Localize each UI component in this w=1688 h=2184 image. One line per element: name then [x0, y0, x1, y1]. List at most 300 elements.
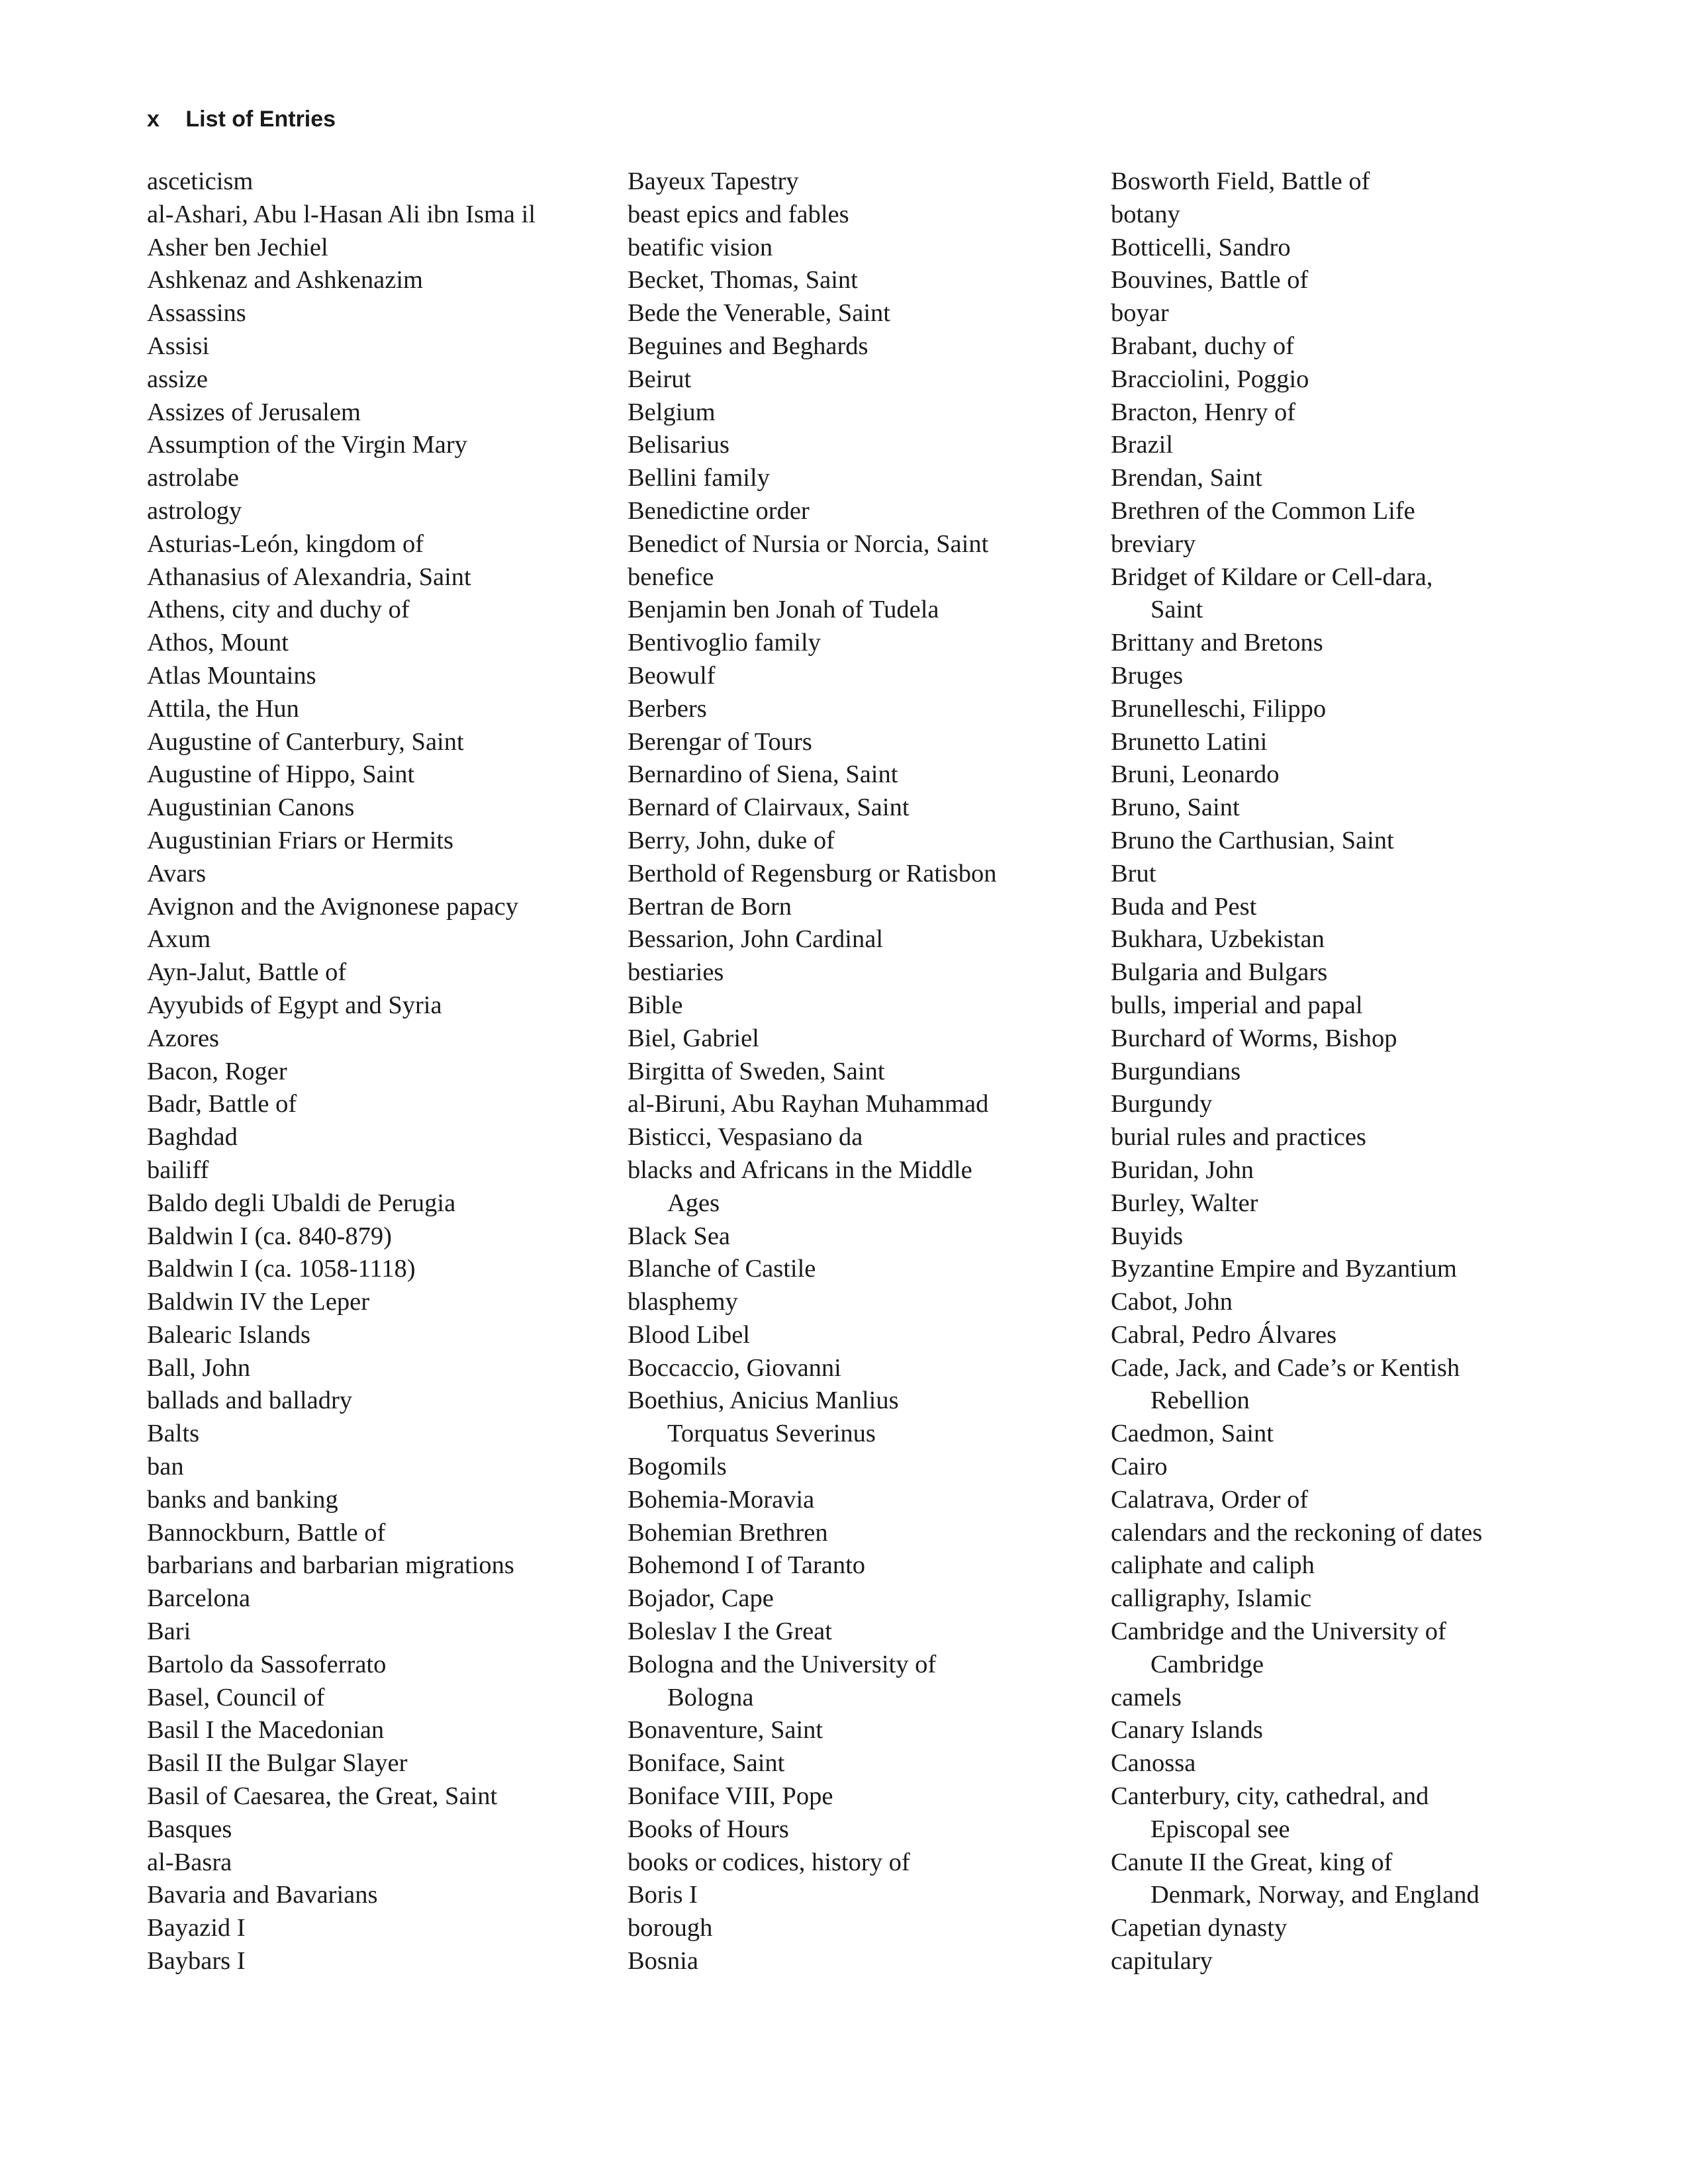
entry-text: Cairo — [1111, 1453, 1168, 1481]
entry — [147, 1319, 624, 1352]
entry-text: Cabral, Pedro Álvares — [1111, 1320, 1337, 1349]
entry — [1111, 1714, 1587, 1747]
entry-text: Asturias-León, kingdom of — [147, 529, 424, 558]
entry — [1111, 363, 1587, 396]
entry — [628, 858, 1104, 891]
entry — [147, 1549, 624, 1582]
entry-text: Buda and Pest — [1111, 892, 1257, 921]
entry — [147, 1451, 624, 1484]
entry-text: Burgundians — [1111, 1057, 1241, 1085]
entry-text: Bridget of Kildare or Cell-dara, — [1111, 563, 1433, 591]
entry-text: Calatrava, Order of — [1111, 1485, 1309, 1514]
entry — [628, 1484, 1104, 1517]
entry — [147, 1286, 624, 1319]
entry — [628, 923, 1104, 956]
entry-continuation: Saint — [1150, 596, 1203, 624]
entry-text: books or codices, history of — [628, 1848, 910, 1876]
entry-text: Bracciolini, Poggio — [1111, 365, 1309, 393]
entry — [1111, 297, 1587, 330]
entry-text: Basil I the Macedonian — [147, 1716, 385, 1745]
entry-text: Bernardino of Siena, Saint — [628, 760, 898, 789]
entry-text: Baghdad — [147, 1123, 238, 1152]
entry — [147, 1714, 624, 1747]
entry — [1111, 264, 1587, 297]
entry-text: bulls, imperial and papal — [1111, 991, 1363, 1019]
entry-text: blasphemy — [628, 1288, 738, 1316]
entry — [1111, 1023, 1587, 1056]
entry-text: Badr, Battle of — [147, 1090, 297, 1118]
entry-text: Barcelona — [147, 1584, 251, 1613]
entry-text: Attila, the Hun — [147, 694, 299, 723]
entry — [628, 1780, 1104, 1813]
entry-text: Baldwin IV the Leper — [147, 1288, 370, 1316]
entry-text: Benedictine order — [628, 496, 810, 525]
entry — [147, 627, 624, 660]
entry — [147, 923, 624, 956]
entry-text: Bohemia-Moravia — [628, 1485, 815, 1514]
entry-continuation: Denmark, Norway, and England — [1150, 1881, 1479, 1909]
entry — [1111, 989, 1587, 1023]
entry-text: Canossa — [1111, 1749, 1196, 1778]
entry — [147, 1187, 624, 1220]
entry — [1111, 726, 1587, 759]
entry-text: bailiff — [147, 1156, 209, 1184]
entry-text: astrolabe — [147, 464, 239, 492]
entry-text: Baldo degli Ubaldi de Perugia — [147, 1189, 456, 1217]
entry — [1111, 1220, 1587, 1253]
entry — [628, 1912, 1104, 1945]
entry — [147, 1615, 624, 1649]
entry — [628, 1517, 1104, 1550]
entry — [628, 396, 1104, 430]
entry-text: Bertran de Born — [628, 892, 792, 921]
entry — [147, 825, 624, 858]
entry-text: assize — [147, 365, 208, 393]
entry-text: Assizes of Jerusalem — [147, 398, 361, 426]
entry-text: Bayeux Tapestry — [628, 167, 799, 195]
entry-text: Assisi — [147, 332, 210, 360]
entry-text: Baybars I — [147, 1947, 246, 1976]
entry-text: Burley, Walter — [1111, 1189, 1258, 1217]
entry — [147, 199, 624, 232]
entry-text: al-Biruni, Abu Rayhan Muhammad — [628, 1090, 989, 1118]
entry — [628, 1319, 1104, 1352]
entry-text: bestiaries — [628, 958, 724, 987]
entry-text: astrology — [147, 496, 242, 525]
entry-text: Birgitta of Sweden, Saint — [628, 1057, 885, 1085]
entry — [147, 1484, 624, 1517]
entry-text: Augustine of Hippo, Saint — [147, 760, 415, 789]
entry — [147, 1220, 624, 1253]
entry — [628, 627, 1104, 660]
entry — [1111, 528, 1587, 561]
entry — [147, 1385, 624, 1418]
entry — [147, 594, 624, 627]
entry — [1111, 1418, 1587, 1451]
entry-text: Axum — [147, 925, 211, 954]
entry — [1111, 1121, 1587, 1154]
entry-text: Boniface, Saint — [628, 1749, 785, 1778]
entry-text: Beirut — [628, 365, 692, 393]
entry — [147, 1517, 624, 1550]
entry-text: Basel, Council of — [147, 1683, 325, 1711]
entry — [628, 264, 1104, 297]
entry-text: Athanasius of Alexandria, Saint — [147, 563, 471, 591]
entry — [628, 758, 1104, 792]
entry-text: asceticism — [147, 167, 254, 195]
entry-text: Basil of Caesarea, the Great, Saint — [147, 1782, 498, 1811]
entry — [1111, 1747, 1587, 1780]
entry — [628, 528, 1104, 561]
entry — [628, 1747, 1104, 1780]
entry-text: Balearic Islands — [147, 1320, 310, 1349]
entry — [147, 1813, 624, 1846]
entry-text: Avignon and the Avignonese papacy — [147, 892, 518, 921]
entry-text: Ayn-Jalut, Battle of — [147, 958, 347, 987]
entry-text: capitulary — [1111, 1947, 1213, 1976]
entry — [1111, 1451, 1587, 1484]
entry — [1111, 1088, 1587, 1121]
entry-text: Asher ben Jechiel — [147, 233, 328, 261]
entry-text: barbarians and barbarian migrations — [147, 1551, 514, 1580]
entry — [628, 462, 1104, 495]
entry — [1111, 165, 1587, 199]
entry — [1111, 330, 1587, 363]
entry — [1111, 825, 1587, 858]
entry-text: Bruges — [1111, 661, 1184, 690]
entry — [147, 1945, 624, 1978]
entry — [628, 199, 1104, 232]
entry — [628, 1220, 1104, 1253]
entry — [628, 989, 1104, 1023]
entry-text: Azores — [147, 1024, 220, 1052]
entry-text: Bohemond I of Taranto — [628, 1551, 866, 1580]
entry — [628, 1056, 1104, 1089]
entry — [147, 792, 624, 825]
entry — [147, 1879, 624, 1912]
entry — [1111, 1682, 1587, 1715]
entry — [147, 1582, 624, 1615]
entry — [147, 989, 624, 1023]
entry — [628, 594, 1104, 627]
entry — [1111, 792, 1587, 825]
entry — [628, 956, 1104, 989]
entry-text: Byzantine Empire and Byzantium — [1111, 1255, 1457, 1283]
entry — [147, 858, 624, 891]
entry-text: Bruno the Carthusian, Saint — [1111, 826, 1394, 854]
page-folio: x — [147, 107, 160, 132]
entry-text: Bentivoglio family — [628, 629, 821, 657]
entry — [1111, 956, 1587, 989]
entry — [628, 1286, 1104, 1319]
entry-text: Berthold of Regensburg or Ratisbon — [628, 859, 997, 887]
entry-text: Caedmon, Saint — [1111, 1420, 1274, 1448]
entry-text: camels — [1111, 1683, 1182, 1711]
entries-column-3 — [1111, 165, 1587, 1978]
entry — [628, 1714, 1104, 1747]
entry-continuation: Episcopal see — [1150, 1815, 1290, 1843]
entry — [147, 1352, 624, 1385]
entry-text: ballads and balladry — [147, 1387, 353, 1415]
entry — [1111, 1615, 1587, 1682]
entry — [628, 1451, 1104, 1484]
entry — [628, 726, 1104, 759]
entry-text: Berengar of Tours — [628, 727, 812, 756]
entry — [147, 1912, 624, 1945]
entry — [147, 1649, 624, 1682]
entry-text: Bayazid I — [147, 1914, 246, 1942]
entry-text: Beowulf — [628, 661, 716, 690]
entry-text: Bracton, Henry of — [1111, 398, 1296, 426]
entry-text: Biel, Gabriel — [628, 1024, 759, 1052]
entry-text: Benedict of Nursia or Norcia, Saint — [628, 529, 989, 558]
entry — [628, 1582, 1104, 1615]
entry-text: Burchard of Worms, Bishop — [1111, 1024, 1397, 1052]
entry-text: Brendan, Saint — [1111, 464, 1262, 492]
entry — [1111, 1352, 1587, 1418]
entry — [1111, 693, 1587, 726]
entry-text: banks and banking — [147, 1485, 338, 1514]
entry — [1111, 396, 1587, 430]
entry-text: Brunelleschi, Filippo — [1111, 694, 1327, 723]
entry — [1111, 561, 1587, 627]
entry-text: Bisticci, Vespasiano da — [628, 1123, 863, 1152]
entry-text: beatific vision — [628, 233, 773, 261]
entry-text: ban — [147, 1453, 184, 1481]
entry — [628, 1649, 1104, 1715]
entry-text: Bannockburn, Battle of — [147, 1518, 386, 1547]
entry — [147, 726, 624, 759]
entry — [1111, 1780, 1587, 1846]
entry-text: Bellini family — [628, 464, 770, 492]
entry-text: Augustinian Canons — [147, 794, 355, 822]
entry-text: Brunetto Latini — [1111, 727, 1268, 756]
entry — [628, 232, 1104, 265]
entry — [147, 1780, 624, 1813]
entry — [147, 1154, 624, 1187]
entry-text: Brazil — [1111, 431, 1174, 459]
entry-text: Bologna and the University of — [628, 1650, 937, 1678]
entry — [1111, 1154, 1587, 1187]
entries-column-2 — [628, 165, 1104, 1978]
entry-text: Black Sea — [628, 1222, 731, 1250]
entry — [147, 1056, 624, 1089]
entry — [628, 1846, 1104, 1880]
entry — [628, 495, 1104, 528]
entry-text: Brethren of the Common Life — [1111, 496, 1415, 525]
entry-text: Buridan, John — [1111, 1156, 1254, 1184]
entry — [628, 165, 1104, 199]
entry-text: Bohemian Brethren — [628, 1518, 828, 1547]
entry — [1111, 232, 1587, 265]
entry — [1111, 462, 1587, 495]
entry — [147, 891, 624, 924]
entry-text: Blood Libel — [628, 1320, 750, 1349]
entry-text: benefice — [628, 563, 714, 591]
entry — [628, 363, 1104, 396]
entry-text: Athens, city and duchy of — [147, 596, 410, 624]
entry — [1111, 1846, 1587, 1913]
entry — [628, 660, 1104, 693]
entry — [628, 891, 1104, 924]
entry — [147, 1418, 624, 1451]
entry-text: calendars and the reckoning of dates — [1111, 1518, 1483, 1547]
entry — [147, 660, 624, 693]
entry — [628, 1945, 1104, 1978]
entry — [628, 1023, 1104, 1056]
entry-text: Canary Islands — [1111, 1716, 1263, 1745]
entry — [147, 462, 624, 495]
entry — [147, 758, 624, 792]
entry-text: Boccaccio, Giovanni — [628, 1353, 841, 1382]
entry-text: Baldwin I (ca. 840-879) — [147, 1222, 392, 1250]
entry-text: Benjamin ben Jonah of Tudela — [628, 596, 939, 624]
entry — [628, 330, 1104, 363]
entry-text: al-Ashari, Abu l-Hasan Ali ibn Isma il — [147, 200, 536, 228]
entry-text: botany — [1111, 200, 1180, 228]
entry — [1111, 758, 1587, 792]
entry-text: Blanche of Castile — [628, 1255, 816, 1283]
entry — [1111, 858, 1587, 891]
entry — [1111, 1253, 1587, 1286]
entry-text: Ball, John — [147, 1353, 251, 1382]
entry-text: Canute II the Great, king of — [1111, 1848, 1393, 1876]
entry-text: Bosworth Field, Battle of — [1111, 167, 1370, 195]
entry — [147, 232, 624, 265]
entry-text: calligraphy, Islamic — [1111, 1584, 1312, 1613]
entry — [1111, 1912, 1587, 1945]
entry-text: breviary — [1111, 529, 1196, 558]
entry-text: Bartolo da Sassoferrato — [147, 1650, 387, 1678]
entry — [1111, 1187, 1587, 1220]
entry-continuation: Bologna — [667, 1683, 754, 1711]
entry-text: Buyids — [1111, 1222, 1184, 1250]
entry — [628, 429, 1104, 462]
entry-text: Athos, Mount — [147, 629, 289, 657]
entry-text: Boniface VIII, Pope — [628, 1782, 833, 1811]
entry-text: Beguines and Beghards — [628, 332, 868, 360]
entry-text: Atlas Mountains — [147, 661, 316, 690]
entry-text: boyar — [1111, 299, 1169, 328]
entry-text: Berry, John, duke of — [628, 826, 835, 854]
entry-text: Belgium — [628, 398, 716, 426]
entry — [1111, 1945, 1587, 1978]
entry-text: Bulgaria and Bulgars — [1111, 958, 1328, 987]
entry-text: blacks and Africans in the Middle — [628, 1156, 972, 1184]
entry-text: burial rules and practices — [1111, 1123, 1366, 1152]
entry — [628, 1385, 1104, 1451]
entry-text: beast epics and fables — [628, 200, 849, 228]
entry-text: Bari — [147, 1617, 191, 1646]
entry-text: Bible — [628, 991, 683, 1019]
entry-text: Cade, Jack, and Cade’s or Kentish — [1111, 1353, 1460, 1382]
entry-text: Bacon, Roger — [147, 1057, 287, 1085]
entry — [1111, 1549, 1587, 1582]
entry — [1111, 1517, 1587, 1550]
entry — [147, 1253, 624, 1286]
entry — [147, 1846, 624, 1880]
entry-text: Ashkenaz and Ashkenazim — [147, 266, 423, 295]
entry — [1111, 429, 1587, 462]
entry — [1111, 1286, 1587, 1319]
entry-continuation: Cambridge — [1150, 1650, 1264, 1678]
entry-text: Augustine of Canterbury, Saint — [147, 727, 464, 756]
entry-text: Bosnia — [628, 1947, 698, 1976]
entry — [1111, 199, 1587, 232]
entries-column-1 — [147, 165, 624, 1978]
entry-continuation: Torquatus Severinus — [667, 1420, 876, 1448]
entry-text: borough — [628, 1914, 713, 1942]
entry-text: Brabant, duchy of — [1111, 332, 1294, 360]
entry — [628, 1879, 1104, 1912]
entry-text: Cambridge and the University of — [1111, 1617, 1446, 1646]
entry-text: Basques — [147, 1815, 232, 1843]
entry — [1111, 923, 1587, 956]
entry — [147, 1747, 624, 1780]
entry — [628, 792, 1104, 825]
entry-text: Boleslav I the Great — [628, 1617, 832, 1646]
entry — [628, 1813, 1104, 1846]
entry-text: Bruno, Saint — [1111, 794, 1240, 822]
entry-text: Augustinian Friars or Hermits — [147, 826, 454, 854]
entry — [1111, 891, 1587, 924]
entry-text: Bernard of Clairvaux, Saint — [628, 794, 910, 822]
entry — [628, 1549, 1104, 1582]
entry — [1111, 495, 1587, 528]
entry — [1111, 1056, 1587, 1089]
entry-text: Bouvines, Battle of — [1111, 266, 1309, 295]
entry — [147, 1088, 624, 1121]
entry-continuation: Ages — [667, 1189, 720, 1217]
entry — [147, 1682, 624, 1715]
running-head — [147, 105, 336, 134]
entry-text: Canterbury, city, cathedral, and — [1111, 1782, 1429, 1811]
entry — [1111, 1484, 1587, 1517]
entry — [147, 363, 624, 396]
entry — [147, 495, 624, 528]
entry — [147, 956, 624, 989]
entry — [147, 1023, 624, 1056]
entry-text: Balts — [147, 1420, 200, 1448]
entry — [628, 1615, 1104, 1649]
entry-text: Bessarion, John Cardinal — [628, 925, 884, 954]
entry-text: Brut — [1111, 859, 1156, 887]
running-title: List of Entries — [185, 107, 336, 132]
entry-text: Capetian dynasty — [1111, 1914, 1288, 1942]
entry — [628, 1088, 1104, 1121]
entry-text: Ayyubids of Egypt and Syria — [147, 991, 442, 1019]
entry — [628, 297, 1104, 330]
entry-text: Bede the Venerable, Saint — [628, 299, 890, 328]
entry-text: Bonaventure, Saint — [628, 1716, 823, 1745]
entry — [147, 429, 624, 462]
entry — [1111, 627, 1587, 660]
entry — [1111, 660, 1587, 693]
entry-text: Belisarius — [628, 431, 729, 459]
entry-text: Basil II the Bulgar Slayer — [147, 1749, 408, 1778]
entry-text: Cabot, John — [1111, 1288, 1233, 1316]
entry-text: Bojador, Cape — [628, 1584, 774, 1613]
entry-text: Bogomils — [628, 1453, 727, 1481]
entry-text: Assassins — [147, 299, 246, 328]
entry — [147, 264, 624, 297]
entry-text: caliphate and caliph — [1111, 1551, 1315, 1580]
entry-text: Berbers — [628, 694, 707, 723]
entry-text: Burgundy — [1111, 1090, 1213, 1118]
entry — [628, 1352, 1104, 1385]
entry — [628, 1154, 1104, 1220]
entry — [1111, 1319, 1587, 1352]
